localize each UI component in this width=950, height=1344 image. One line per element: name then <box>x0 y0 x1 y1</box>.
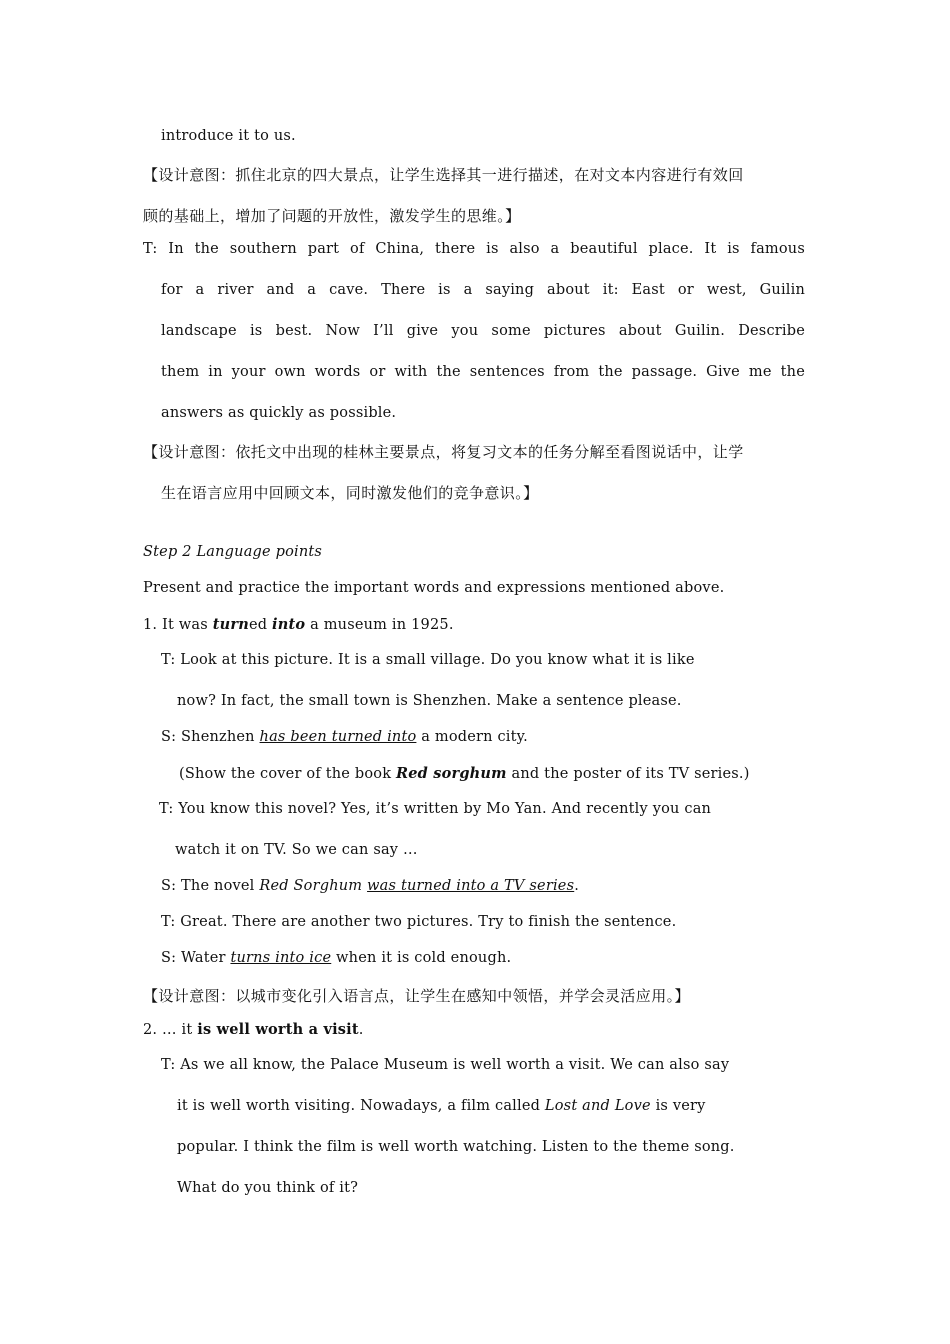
teacher-line: T: Look at this picture. It is a small village. Do you know what it is like <box>161 652 695 668</box>
design-intent-line: 【设计意图：以城市变化引入语言点，让学生在感知中领悟，并学会灵活应用。】 <box>143 987 690 1005</box>
book-title: Red sorghum <box>396 765 507 782</box>
text-span: 2. … it <box>143 1022 198 1038</box>
book-title: Red Sorghum <box>259 878 363 894</box>
teacher-line: T: You know this novel? Yes, it’s written by Mo Yan. And recently you can <box>159 801 712 817</box>
teacher-line: What do you think of it? <box>177 1180 359 1196</box>
design-intent-line: 生在语言应用中回顾文本，同时激发他们的竞争意识。】 <box>161 484 539 502</box>
student-line <box>161 878 579 894</box>
answer-span: was turned into a TV series <box>367 878 575 894</box>
film-title: Lost and Love <box>544 1098 651 1114</box>
text-span: 1. It was <box>143 617 213 633</box>
text-span: it is well worth visiting. Nowadays, a film called <box>177 1098 545 1114</box>
teacher-line: answers as quickly as possible. <box>161 405 397 421</box>
text-span: when it is cold enough. <box>331 950 512 966</box>
teacher-line: landscape is best. Now I’ll give you some pictures about Guilin. Describe <box>161 323 805 339</box>
section-heading: Step 2 Language points <box>143 544 323 560</box>
teacher-line: for a river and a cave. There is a saying about it: East or west, Guilin <box>161 282 805 298</box>
emphasis-span: into <box>272 616 306 633</box>
teacher-line: T: Great. There are another two pictures. Try to finish the sentence. <box>161 914 677 930</box>
answer-span: has been turned into <box>259 729 417 745</box>
text-span: a modern city. <box>416 729 528 745</box>
teacher-line: them in your own words or with the sentences from the passage. Give me the <box>161 364 805 380</box>
design-intent-line: 顾的基础上，增加了问题的开放性，激发学生的思维。】 <box>143 207 521 225</box>
teacher-line: T: As we all know, the Palace Museum is well worth a visit. We can also say <box>161 1057 730 1073</box>
answer-span: turns into ice <box>230 950 332 966</box>
teacher-line: popular. I think the film is well worth watching. Listen to the theme song. <box>177 1139 735 1155</box>
text-span: and the poster of its TV series.) <box>506 766 750 782</box>
text-span: S: The novel <box>161 878 260 894</box>
text-span: . <box>358 1022 364 1038</box>
design-intent-line: 【设计意图：抓住北京的四大景点，让学生选择其一进行描述，在对文本内容进行有效回 <box>143 166 744 184</box>
emphasis-span: is well worth a visit <box>197 1021 359 1038</box>
text-span: (Show the cover of the book <box>179 766 396 782</box>
text-span: a museum in 1925. <box>305 617 454 633</box>
language-point-1 <box>143 616 454 633</box>
text-span: is very <box>650 1098 706 1114</box>
student-line <box>161 950 511 966</box>
teacher-line: T: In the southern part of China, there is also a beautiful place. It is famous <box>143 241 805 257</box>
text-line: introduce it to us. <box>161 128 296 144</box>
text-span: . <box>574 878 580 894</box>
text-span: S: Shenzhen <box>161 729 260 745</box>
design-intent-line: 【设计意图：依托文中出现的桂林主要景点，将复习文本的任务分解至看图说话中，让学 <box>143 443 744 461</box>
teacher-line: now? In fact, the small town is Shenzhen. Make a sentence please. <box>177 693 682 709</box>
teacher-line: watch it on TV. So we can say … <box>175 842 418 858</box>
text-span: ed <box>248 617 273 633</box>
teacher-line <box>177 1098 706 1114</box>
student-line <box>161 729 528 745</box>
text-span: S: Water <box>161 950 231 966</box>
text-line: Present and practice the important words and expressions mentioned above. <box>143 580 725 596</box>
emphasis-span: turn <box>212 616 249 633</box>
language-point-2 <box>143 1021 364 1038</box>
stage-direction <box>179 765 750 782</box>
